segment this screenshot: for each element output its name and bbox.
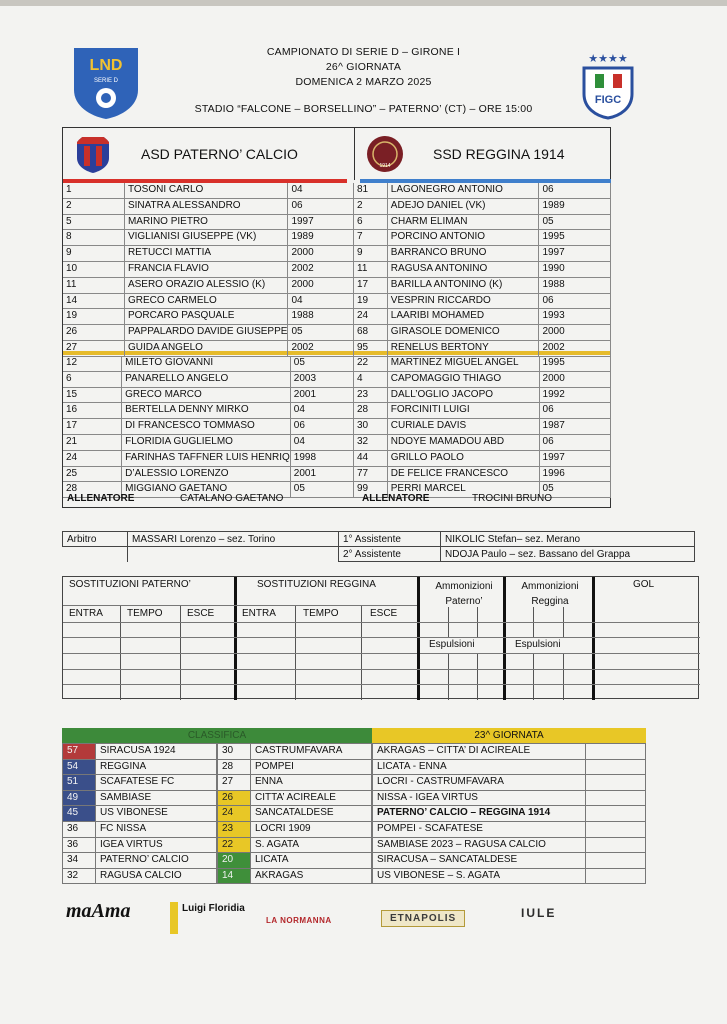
standings-team: POMPEI (251, 759, 372, 775)
player-name: RENELUS BERTONY (387, 340, 539, 356)
player-name: MILETO GIOVANNI (122, 356, 291, 371)
fixture-result (586, 759, 646, 775)
player-name: FORCINITI LUIGI (387, 403, 539, 419)
standings-team: REGGINA (96, 759, 217, 775)
player-row (354, 371, 611, 387)
player-name: BERTELLA DENNY MIRKO (122, 403, 291, 419)
player-number: 9 (63, 246, 124, 262)
standings-team: SCAFATESE FC (96, 775, 217, 791)
fixture-match: PATERNO’ CALCIO – REGGINA 1914 (373, 806, 586, 822)
away-starters-table (354, 183, 611, 357)
player-number: 5 (63, 214, 124, 230)
player-name: CAPOMAGGIO THIAGO (387, 371, 539, 387)
referee-name: MASSARI Lorenzo – sez. Torino (128, 532, 339, 547)
player-row (354, 419, 611, 435)
player-name: GUIDA ANGELO (124, 340, 288, 356)
player-year: 2002 (288, 261, 354, 277)
player-row (354, 246, 611, 262)
away-coach-label: ALLENATORE (362, 493, 430, 504)
player-row (354, 309, 611, 325)
svg-text:★★★★: ★★★★ (588, 53, 628, 65)
fixture-match: SAMBIASE 2023 – RAGUSA CALCIO (373, 837, 586, 853)
player-number: 6 (63, 371, 122, 387)
player-number: 28 (354, 403, 387, 419)
player-row (354, 183, 611, 198)
assistant2-name: NDOJA Paulo – sez. Bassano del Grappa (441, 547, 695, 562)
player-name: FLORIDIA GUGLIELMO (122, 434, 291, 450)
standings-team: PATERNO’ CALCIO (96, 853, 217, 869)
standings-row (218, 853, 372, 869)
standings-team: IGEA VIRTUS (96, 837, 217, 853)
player-name: ASERO ORAZIO ALESSIO (K) (124, 277, 288, 293)
player-year: 05 (290, 482, 353, 498)
player-number: 22 (354, 356, 387, 371)
standings-team: US VIBONESE (96, 806, 217, 822)
paterno-crest-icon (73, 134, 113, 174)
team-divider (354, 128, 355, 180)
player-number: 16 (63, 403, 122, 419)
fixture-row (373, 744, 646, 760)
fixture-result (586, 775, 646, 791)
svg-text:FIGC: FIGC (594, 94, 622, 106)
standings-points: 51 (63, 775, 96, 791)
home-tempo-header: TEMPO (127, 608, 163, 619)
home-coach-row (63, 491, 354, 507)
player-row (354, 403, 611, 419)
standings-right-table (217, 743, 372, 884)
player-row (63, 246, 354, 262)
player-name: SINATRA ALESSANDRO (124, 198, 288, 214)
player-number: 2 (63, 198, 124, 214)
player-year: 1998 (290, 450, 353, 466)
player-year: 06 (290, 419, 353, 435)
player-year: 1989 (539, 198, 611, 214)
player-number: 77 (354, 466, 387, 482)
player-row (63, 183, 354, 198)
player-number: 24 (63, 450, 122, 466)
player-name: MARTINEZ MIGUEL ANGEL (387, 356, 539, 371)
away-expulsions-title: Espulsioni (515, 639, 561, 650)
player-number: 95 (354, 340, 387, 356)
fixture-row (373, 775, 646, 791)
standings-row (218, 837, 372, 853)
standings-row (63, 790, 217, 806)
home-team-name: ASD PATERNO’ CALCIO (141, 146, 298, 162)
player-name: PERRI MARCEL (387, 482, 539, 498)
standings-team: SANCATALDESE (251, 806, 372, 822)
player-row (354, 214, 611, 230)
away-team-name: SSD REGGINA 1914 (433, 146, 565, 162)
player-number: 12 (63, 356, 122, 371)
player-name: DI FRANCESCO TOMMASO (122, 419, 291, 435)
player-year: 1990 (539, 261, 611, 277)
assistant1-name: NIKOLIC Stefan– sez. Merano (441, 532, 695, 547)
player-row (63, 293, 354, 309)
fixture-match: POMPEI - SCAFATESE (373, 821, 586, 837)
fixture-row (373, 868, 646, 884)
player-year: 1989 (288, 230, 354, 246)
fixtures-title: 23^ GIORNATA (372, 728, 646, 743)
player-number: 15 (63, 387, 122, 403)
standings-team: LOCRI 1909 (251, 821, 372, 837)
player-year: 06 (539, 183, 611, 198)
player-year: 1988 (288, 309, 354, 325)
player-name: PORCINO ANTONIO (387, 230, 539, 246)
standings-points: 27 (218, 775, 251, 791)
player-year: 1995 (539, 230, 611, 246)
standings-points: 49 (63, 790, 96, 806)
player-number: 17 (354, 277, 387, 293)
fixture-result (586, 853, 646, 869)
player-year: 2001 (290, 466, 353, 482)
player-row (63, 356, 354, 371)
player-row (354, 450, 611, 466)
player-name: TOSONI CARLO (124, 183, 288, 198)
player-row (63, 450, 354, 466)
standings-points: 32 (63, 868, 96, 884)
standings-row (218, 775, 372, 791)
player-name: CHARM ELIMAN (387, 214, 539, 230)
player-row (63, 325, 354, 341)
player-name: VESPRIN RICCARDO (387, 293, 539, 309)
svg-text:1914: 1914 (379, 163, 391, 169)
player-row (63, 198, 354, 214)
player-year: 1997 (288, 214, 354, 230)
player-number: 81 (354, 183, 387, 198)
player-row (354, 230, 611, 246)
standings-points: 54 (63, 759, 96, 775)
player-number: 4 (354, 371, 387, 387)
player-year: 2003 (290, 371, 353, 387)
player-row (63, 277, 354, 293)
standings-points: 20 (218, 853, 251, 869)
standings-points: 24 (218, 806, 251, 822)
player-row (63, 387, 354, 403)
player-row (63, 371, 354, 387)
player-number: 44 (354, 450, 387, 466)
player-name: DE FELICE FRANCESCO (387, 466, 539, 482)
player-name: LAGONEGRO ANTONIO (387, 183, 539, 198)
player-year: 2000 (288, 246, 354, 262)
standings-row (63, 853, 217, 869)
away-cautions-title: Ammonizioni Reggina (521, 581, 579, 607)
player-year: 1996 (539, 466, 610, 482)
player-number: 14 (63, 293, 124, 309)
standings-row (63, 821, 217, 837)
fixture-result (586, 790, 646, 806)
player-name: PORCARO PASQUALE (124, 309, 288, 325)
standings-team: S. AGATA (251, 837, 372, 853)
standings-points: 22 (218, 837, 251, 853)
player-year: 05 (539, 214, 611, 230)
player-number: 30 (354, 419, 387, 435)
player-name: BARILLA ANTONINO (K) (387, 277, 539, 293)
home-coach-label: ALLENATORE (67, 493, 135, 504)
player-year: 2000 (288, 277, 354, 293)
assistant1-label: 1° Assistente (339, 532, 441, 547)
player-year: 1995 (539, 356, 610, 371)
player-year: 2002 (288, 340, 354, 356)
fixtures-table (372, 743, 646, 884)
player-year: 04 (290, 434, 353, 450)
standings-team: SIRACUSA 1924 (96, 744, 217, 760)
player-number: 6 (354, 214, 387, 230)
player-name: RETUCCI MATTIA (124, 246, 288, 262)
player-row (63, 230, 354, 246)
player-number: 21 (63, 434, 122, 450)
player-number: 26 (63, 325, 124, 341)
standings-row (218, 790, 372, 806)
player-number: 11 (63, 277, 124, 293)
player-number: 25 (63, 466, 122, 482)
standings-title: CLASSIFICA (62, 728, 372, 743)
player-row (63, 340, 354, 356)
player-year: 06 (539, 434, 610, 450)
standings-points: 36 (63, 821, 96, 837)
match-date: DOMENICA 2 MARZO 2025 (295, 76, 432, 88)
standings-points: 23 (218, 821, 251, 837)
fixture-row (373, 821, 646, 837)
away-coach-name: TROCINI BRUNO (472, 493, 552, 504)
fixture-result (586, 868, 646, 884)
player-row (354, 198, 611, 214)
fixture-result (586, 806, 646, 822)
sponsor-iule-logo: IULE (521, 906, 557, 920)
fixture-match: LICATA - ENNA (373, 759, 586, 775)
standings-team: AKRAGAS (251, 868, 372, 884)
home-bench-table (63, 356, 354, 498)
standings-points: 30 (218, 744, 251, 760)
player-row (63, 419, 354, 435)
player-number: 32 (354, 434, 387, 450)
player-number: 11 (354, 261, 387, 277)
player-name: RAGUSA ANTONINO (387, 261, 539, 277)
player-row (354, 325, 611, 341)
fixture-match: AKRAGAS – CITTA’ DI ACIREALE (373, 744, 586, 760)
fixture-match: SIRACUSA – SANCATALDESE (373, 853, 586, 869)
home-expulsions-title: Espulsioni (429, 639, 475, 650)
player-name: GIRASOLE DOMENICO (387, 325, 539, 341)
player-number: 7 (354, 230, 387, 246)
away-esce-header: ESCE (370, 608, 398, 619)
standings-row (218, 868, 372, 884)
player-name: FRANCIA FLAVIO (124, 261, 288, 277)
fixture-result (586, 837, 646, 853)
player-year: 2002 (539, 340, 611, 356)
player-year: 2000 (539, 325, 611, 341)
fixture-row (373, 790, 646, 806)
away-bench-table (354, 356, 611, 498)
player-year: 06 (539, 293, 611, 309)
player-name: MIGGIANO GAETANO (122, 482, 291, 498)
standings-row (63, 837, 217, 853)
player-row (354, 356, 611, 371)
standings-row (218, 744, 372, 760)
fixture-row (373, 853, 646, 869)
player-year: 05 (288, 325, 354, 341)
player-name: ADEJO DANIEL (VK) (387, 198, 539, 214)
referee-label: Arbitro (63, 532, 128, 547)
standings-row (218, 806, 372, 822)
player-year: 04 (290, 403, 353, 419)
standings-team: RAGUSA CALCIO (96, 868, 217, 884)
player-year: 1997 (539, 450, 610, 466)
substitutions-grid (62, 576, 699, 699)
reggina-crest-icon (365, 134, 405, 174)
player-name: NDOYE MAMADOU ABD (387, 434, 539, 450)
championship-title: CAMPIONATO DI SERIE D – GIRONE I (266, 46, 461, 58)
player-year: 1992 (539, 387, 610, 403)
lineups-box (62, 127, 611, 508)
player-row (354, 434, 611, 450)
player-number: 2 (354, 198, 387, 214)
standings-points: 36 (63, 837, 96, 853)
player-name: LAARIBI MOHAMED (387, 309, 539, 325)
svg-text:SERIE D: SERIE D (93, 78, 119, 84)
player-name: FARINHAS TAFFNER LUIS HENRIQ (122, 450, 291, 466)
player-number: 10 (63, 261, 124, 277)
player-row (354, 293, 611, 309)
svg-text:LND: LND (89, 57, 123, 74)
home-team-header (73, 128, 298, 180)
sponsor-maama-logo: maAma (66, 900, 131, 922)
sponsor-floridia-logo: Luigi Floridia (170, 902, 246, 934)
player-number: 19 (63, 309, 124, 325)
player-number: 27 (63, 340, 124, 356)
standings-team: ENNA (251, 775, 372, 791)
standings-row (63, 744, 217, 760)
standings-team: FC NISSA (96, 821, 217, 837)
goals-title: GOL (633, 579, 655, 590)
player-row (354, 466, 611, 482)
top-strip (0, 0, 727, 6)
player-year: 05 (539, 482, 610, 498)
away-team-header (365, 128, 565, 180)
player-number: 17 (63, 419, 122, 435)
fixture-result (586, 744, 646, 760)
player-name: D’ALESSIO LORENZO (122, 466, 291, 482)
player-year: 06 (288, 198, 354, 214)
officials-table (62, 531, 695, 562)
fixture-match: NISSA - IGEA VIRTUS (373, 790, 586, 806)
home-coach-name: CATALANO GAETANO (180, 493, 284, 504)
fixture-row (373, 837, 646, 853)
standings-row (218, 759, 372, 775)
player-row (63, 466, 354, 482)
away-subs-title: SOSTITUZIONI REGGINA (257, 579, 376, 590)
standings-points: 34 (63, 853, 96, 869)
player-name: PANARELLO ANGELO (122, 371, 291, 387)
player-row (63, 434, 354, 450)
player-name: PAPPALARDO DAVIDE GIUSEPPE (124, 325, 288, 341)
player-row (63, 403, 354, 419)
player-name: CURIALE DAVIS (387, 419, 539, 435)
player-year: 04 (288, 183, 354, 198)
fixture-match: US VIBONESE – S. AGATA (373, 868, 586, 884)
standings-row (63, 868, 217, 884)
player-number: 24 (354, 309, 387, 325)
standings-team: CASTRUMFAVARA (251, 744, 372, 760)
away-coach-row (354, 491, 611, 507)
home-esce-header: ESCE (187, 608, 215, 619)
player-year: 1993 (539, 309, 611, 325)
player-number: 9 (354, 246, 387, 262)
player-row (354, 277, 611, 293)
standings-row (218, 821, 372, 837)
standings-points: 26 (218, 790, 251, 806)
player-year: 04 (288, 293, 354, 309)
player-year: 2001 (290, 387, 353, 403)
standings-points: 45 (63, 806, 96, 822)
player-year: 1997 (539, 246, 611, 262)
fixture-match: LOCRI - CASTRUMFAVARA (373, 775, 586, 791)
player-name: GRECO CARMELO (124, 293, 288, 309)
player-number: 28 (63, 482, 122, 498)
standings-team: LICATA (251, 853, 372, 869)
standings-team: SAMBIASE (96, 790, 217, 806)
standings-row (63, 759, 217, 775)
player-year: 1987 (539, 419, 610, 435)
player-row (63, 214, 354, 230)
standings-points: 28 (218, 759, 251, 775)
home-subs-title: SOSTITUZIONI PATERNO’ (69, 579, 191, 590)
home-starters-table (63, 183, 354, 357)
player-row (354, 340, 611, 356)
home-cautions-title: Ammonizioni Paterno’ (435, 581, 493, 607)
player-row (63, 309, 354, 325)
standings-points: 57 (63, 744, 96, 760)
player-number: 23 (354, 387, 387, 403)
player-year: 06 (539, 403, 610, 419)
player-number: 68 (354, 325, 387, 341)
player-name: GRECO MARCO (122, 387, 291, 403)
player-number: 8 (63, 230, 124, 246)
fixture-row (373, 759, 646, 775)
sponsor-normanna-logo: LA NORMANNA (266, 916, 332, 925)
player-number: 19 (354, 293, 387, 309)
player-number: 99 (354, 482, 387, 498)
player-row (354, 387, 611, 403)
player-name: DALL’OGLIO JACOPO (387, 387, 539, 403)
standings-row (63, 775, 217, 791)
home-entra-header: ENTRA (69, 608, 103, 619)
assistant2-label: 2° Assistente (339, 547, 441, 562)
round-title: 26^ GIORNATA (325, 61, 402, 73)
player-row (63, 261, 354, 277)
player-year: 05 (290, 356, 353, 371)
fixture-result (586, 821, 646, 837)
sponsor-etnapolis-logo: ETNAPOLIS (381, 910, 465, 927)
player-name: BARRANCO BRUNO (387, 246, 539, 262)
player-name: VIGLIANISI GIUSEPPE (VK) (124, 230, 288, 246)
standings-team: CITTA’ ACIREALE (251, 790, 372, 806)
standings-points: 14 (218, 868, 251, 884)
away-tempo-header: TEMPO (303, 608, 339, 619)
fixture-row (373, 806, 646, 822)
standings-left-table (62, 743, 217, 884)
player-row (354, 261, 611, 277)
player-year: 1988 (539, 277, 611, 293)
player-name: MARINO PIETRO (124, 214, 288, 230)
away-entra-header: ENTRA (242, 608, 276, 619)
player-name: GRILLO PAOLO (387, 450, 539, 466)
standings-row (63, 806, 217, 822)
player-number: 1 (63, 183, 124, 198)
player-year: 2000 (539, 371, 610, 387)
stadium-info: STADIO “FALCONE – BORSELLINO” – PATERNO’ (CT) – ORE 15:00 (194, 103, 533, 115)
